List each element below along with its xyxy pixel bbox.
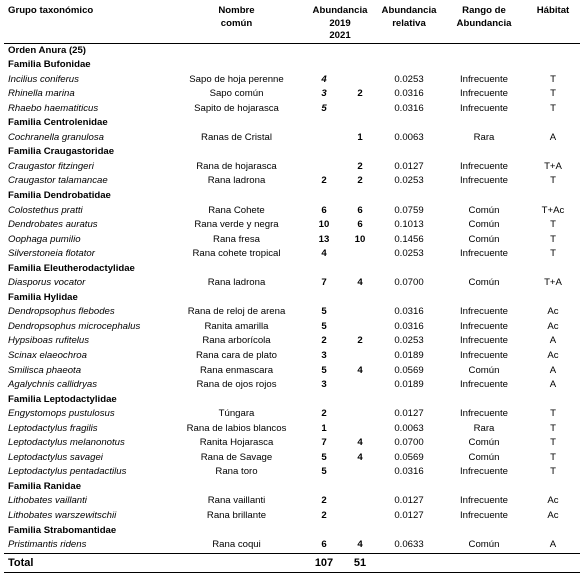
abundance-2021: 2 bbox=[357, 88, 363, 100]
common-name: Rana de hojarasca bbox=[196, 160, 277, 172]
abundance-2019: 10 bbox=[318, 219, 330, 231]
species-name: Colostethus pratti bbox=[8, 204, 83, 216]
abundance-2021 bbox=[344, 73, 376, 88]
abundance-2019: 5 bbox=[321, 364, 327, 376]
habitat: T bbox=[550, 175, 556, 187]
abundance-range: Infrecuente bbox=[459, 102, 508, 114]
habitat: A bbox=[549, 131, 557, 143]
common-name: Rana verde y negra bbox=[194, 219, 279, 231]
relative-abundance: 0.0127 bbox=[394, 510, 424, 521]
relative-abundance: 0.0316 bbox=[394, 320, 424, 332]
species-row bbox=[4, 378, 580, 393]
abundance-range: Común bbox=[468, 219, 500, 231]
abundance-range: Infrecuente bbox=[459, 306, 508, 318]
species-name: Oophaga pumilio bbox=[8, 233, 81, 245]
species-name: Lithobates vaillanti bbox=[8, 495, 87, 507]
species-row bbox=[4, 465, 580, 480]
abundance-2021 bbox=[344, 465, 376, 480]
abundance-2019: 2 bbox=[321, 175, 327, 187]
species-name: Agalychnis callidryas bbox=[8, 379, 98, 391]
abundance-2021: 10 bbox=[354, 233, 366, 245]
abundance-2021 bbox=[344, 422, 376, 437]
abundance-2021 bbox=[344, 320, 376, 335]
common-name: Rana de labios blancos bbox=[186, 422, 287, 434]
relative-abundance: 0.0253 bbox=[394, 73, 424, 85]
species-row bbox=[4, 73, 580, 88]
habitat: T+Ac bbox=[541, 204, 565, 216]
species-row bbox=[4, 364, 580, 379]
common-name: Rana toro bbox=[215, 466, 258, 478]
habitat: A bbox=[549, 335, 557, 347]
abundance-2019: 7 bbox=[321, 437, 327, 449]
relative-abundance: 0.0063 bbox=[394, 131, 424, 143]
group-row bbox=[4, 58, 580, 73]
abundance-range: Infrecuente bbox=[459, 320, 508, 332]
common-name: Rana cohete tropical bbox=[192, 248, 281, 260]
species-name: Rhaebo haematiticus bbox=[8, 102, 99, 114]
header-abundance-range: Rango de Abundancia bbox=[442, 3, 526, 43]
abundance-2019 bbox=[304, 160, 344, 175]
common-name: Rana ladrona bbox=[207, 175, 266, 187]
abundance-range: Infrecuente bbox=[459, 335, 508, 347]
species-name: Scinax elaeochroa bbox=[8, 349, 87, 361]
group-label: Familia Ranidae bbox=[8, 480, 82, 492]
abundance-range: Común bbox=[468, 364, 500, 376]
total-2021: 51 bbox=[344, 553, 376, 572]
species-row bbox=[4, 174, 580, 189]
common-name: Ranas de Cristal bbox=[201, 131, 272, 143]
species-row bbox=[4, 334, 580, 349]
habitat: Ac bbox=[547, 320, 559, 332]
group-label: Familia Eleutherodactylidae bbox=[8, 262, 135, 274]
group-row bbox=[4, 291, 580, 306]
abundance-2021 bbox=[344, 378, 376, 393]
habitat: A bbox=[549, 364, 557, 376]
abundance-2019: 2 bbox=[321, 510, 327, 521]
abundance-range: Común bbox=[468, 451, 500, 463]
header-habitat: Hábitat bbox=[526, 3, 580, 43]
species-name: Leptodactylus savagei bbox=[8, 451, 103, 463]
habitat: T bbox=[550, 233, 556, 245]
abundance-2019: 5 bbox=[321, 466, 327, 478]
relative-abundance: 0.0253 bbox=[394, 248, 424, 260]
abundance-2019: 3 bbox=[321, 379, 327, 391]
abundance-range: Común bbox=[468, 233, 500, 245]
relative-abundance: 0.0189 bbox=[394, 379, 424, 391]
species-row bbox=[4, 422, 580, 437]
species-name: Dendropsophus flebodes bbox=[8, 306, 115, 318]
common-name: Rana arborícola bbox=[202, 335, 271, 347]
species-row bbox=[4, 160, 580, 175]
abundance-range: Infrecuente bbox=[459, 73, 508, 85]
group-row bbox=[4, 145, 580, 160]
abundance-range: Infrecuente bbox=[459, 408, 508, 420]
species-name: Hypsiboas rufitelus bbox=[8, 335, 90, 347]
group-label: Familia Dendrobatidae bbox=[8, 189, 111, 201]
abundance-range: Rara bbox=[473, 422, 495, 434]
abundance-2021 bbox=[344, 494, 376, 509]
total-label: Total bbox=[4, 553, 169, 572]
habitat: T bbox=[550, 219, 556, 231]
species-row bbox=[4, 320, 580, 335]
relative-abundance: 0.0759 bbox=[394, 204, 424, 216]
species-name: Leptodactylus fragilis bbox=[8, 422, 98, 434]
species-row bbox=[4, 509, 580, 524]
habitat: T bbox=[550, 408, 556, 420]
relative-abundance: 0.0127 bbox=[394, 495, 424, 507]
common-name: Rana de ojos rojos bbox=[196, 379, 277, 391]
habitat: Ac bbox=[547, 349, 559, 361]
species-name: Engystomops pustulosus bbox=[8, 408, 115, 420]
relative-abundance: 0.0700 bbox=[394, 437, 424, 449]
species-row bbox=[4, 233, 580, 248]
abundance-2019: 2 bbox=[321, 408, 327, 420]
habitat: Ac bbox=[547, 495, 559, 507]
abundance-2021 bbox=[344, 349, 376, 364]
abundance-range: Rara bbox=[473, 131, 495, 143]
abundance-2019: 1 bbox=[321, 422, 327, 434]
common-name: Ranita Hojarasca bbox=[199, 437, 274, 449]
group-row bbox=[4, 262, 580, 277]
species-row bbox=[4, 305, 580, 320]
habitat: T bbox=[550, 102, 556, 114]
species-row bbox=[4, 349, 580, 364]
habitat: A bbox=[549, 379, 557, 391]
header-taxonomic-group: Grupo taxonómico bbox=[4, 3, 169, 43]
species-name: Cochranella granulosa bbox=[8, 131, 104, 143]
species-row bbox=[4, 538, 580, 553]
relative-abundance: 0.0253 bbox=[394, 175, 424, 187]
abundance-2019: 6 bbox=[321, 204, 327, 216]
common-name: Rana de reloj de arena bbox=[187, 306, 286, 318]
group-label: Familia Leptodactylidae bbox=[8, 393, 117, 405]
common-name: Rana fresa bbox=[213, 233, 260, 245]
abundance-range: Común bbox=[468, 437, 500, 449]
abundance-2021 bbox=[344, 102, 376, 117]
abundance-2021 bbox=[344, 305, 376, 320]
species-name: Leptodactylus pentadactilus bbox=[8, 466, 127, 478]
group-row bbox=[4, 480, 580, 495]
species-name: Dendropsophus microcephalus bbox=[8, 320, 141, 332]
common-name: Rana ladrona bbox=[207, 277, 266, 289]
relative-abundance: 0.0253 bbox=[394, 335, 424, 347]
species-row bbox=[4, 102, 580, 117]
common-name: Rana vaillanti bbox=[207, 495, 266, 507]
abundance-2021: 1 bbox=[357, 131, 363, 143]
abundance-2019: 6 bbox=[321, 539, 327, 551]
common-name: Rana Cohete bbox=[208, 204, 265, 216]
relative-abundance: 0.1456 bbox=[394, 233, 424, 245]
group-row bbox=[4, 189, 580, 204]
habitat: T bbox=[550, 437, 556, 449]
abundance-2021: 2 bbox=[357, 335, 363, 347]
abundance-2021: 2 bbox=[357, 175, 363, 187]
relative-abundance: 0.1013 bbox=[394, 219, 424, 231]
species-row bbox=[4, 247, 580, 262]
species-row bbox=[4, 436, 580, 451]
common-name: Rana de Savage bbox=[200, 451, 273, 463]
species-name: Rhinella marina bbox=[8, 88, 75, 100]
species-row bbox=[4, 276, 580, 291]
species-row bbox=[4, 407, 580, 422]
species-row bbox=[4, 204, 580, 219]
abundance-2019: 3 bbox=[321, 349, 327, 361]
group-label: Orden Anura (25) bbox=[8, 44, 87, 56]
group-label: Familia Strabomantidae bbox=[8, 524, 117, 536]
abundance-2021 bbox=[344, 407, 376, 422]
abundance-2019: 5 bbox=[321, 102, 327, 114]
common-name: Ranita amarilla bbox=[204, 320, 269, 332]
group-label: Familia Centrolenidae bbox=[8, 117, 108, 129]
abundance-2019: 3 bbox=[321, 88, 327, 100]
abundance-2019: 4 bbox=[321, 73, 327, 85]
abundance-2019: 5 bbox=[321, 451, 327, 463]
abundance-2019: 2 bbox=[321, 335, 327, 347]
relative-abundance: 0.0316 bbox=[394, 306, 424, 318]
species-name: Pristimantis ridens bbox=[8, 539, 87, 551]
abundance-2019: 7 bbox=[321, 277, 327, 289]
habitat: T bbox=[550, 451, 556, 463]
abundance-2021: 6 bbox=[357, 219, 363, 231]
total-2019: 107 bbox=[304, 553, 344, 572]
species-name: Lithobates warszewitschii bbox=[8, 510, 117, 521]
species-row bbox=[4, 494, 580, 509]
abundance-2021: 2 bbox=[357, 160, 363, 172]
group-label: Familia Hylidae bbox=[8, 291, 78, 303]
abundance-range: Infrecuente bbox=[459, 175, 508, 187]
species-name: Smilisca phaeota bbox=[8, 364, 82, 376]
species-name: Leptodactylus melanonotus bbox=[8, 437, 125, 449]
species-name: Silverstoneia flotator bbox=[8, 248, 95, 260]
common-name: Sapito de hojarasca bbox=[194, 102, 279, 114]
abundance-range: Infrecuente bbox=[459, 510, 508, 521]
relative-abundance: 0.0316 bbox=[394, 102, 424, 114]
habitat: T bbox=[550, 248, 556, 260]
header-common-name: Nombre común bbox=[169, 3, 304, 43]
abundance-range: Infrecuente bbox=[459, 248, 508, 260]
relative-abundance: 0.0569 bbox=[394, 364, 424, 376]
abundance-2021 bbox=[344, 509, 376, 524]
abundance-2019 bbox=[304, 131, 344, 146]
table-header bbox=[4, 3, 580, 43]
relative-abundance: 0.0569 bbox=[394, 451, 424, 463]
abundance-2019: 13 bbox=[318, 233, 330, 245]
relative-abundance: 0.0127 bbox=[394, 160, 424, 172]
abundance-2019: 5 bbox=[321, 320, 327, 332]
relative-abundance: 0.0633 bbox=[394, 539, 424, 551]
group-row bbox=[4, 393, 580, 408]
abundance-range: Infrecuente bbox=[459, 495, 508, 507]
abundance-2021 bbox=[344, 247, 376, 262]
habitat: Ac bbox=[547, 510, 559, 521]
common-name: Rana brillante bbox=[206, 510, 267, 521]
species-row bbox=[4, 218, 580, 233]
species-name: Craugastor talamancae bbox=[8, 175, 108, 187]
group-row bbox=[4, 524, 580, 539]
relative-abundance: 0.0127 bbox=[394, 408, 424, 420]
relative-abundance: 0.0316 bbox=[394, 466, 424, 478]
abundance-range: Infrecuente bbox=[459, 349, 508, 361]
abundance-range: Común bbox=[468, 277, 500, 289]
habitat: T bbox=[550, 422, 556, 434]
species-name: Dendrobates auratus bbox=[8, 219, 98, 231]
common-name: Rana cara de plato bbox=[195, 349, 278, 361]
abundance-2021: 4 bbox=[357, 451, 363, 463]
common-name: Túngara bbox=[218, 408, 255, 420]
common-name: Rana enmascara bbox=[199, 364, 274, 376]
species-row bbox=[4, 131, 580, 146]
abundance-range: Infrecuente bbox=[459, 379, 508, 391]
abundance-2019: 5 bbox=[321, 306, 327, 318]
abundance-range: Común bbox=[468, 204, 500, 216]
header-abundance: Abundancia 20192021 bbox=[304, 3, 376, 43]
abundance-range: Infrecuente bbox=[459, 88, 508, 100]
habitat: T bbox=[550, 88, 556, 100]
habitat: T+A bbox=[544, 160, 562, 172]
species-row bbox=[4, 87, 580, 102]
species-name: Craugastor fitzingeri bbox=[8, 160, 94, 172]
species-name: Diasporus vocator bbox=[8, 277, 86, 289]
relative-abundance: 0.0700 bbox=[394, 277, 424, 289]
abundance-2021: 4 bbox=[357, 364, 363, 376]
abundance-2021: 4 bbox=[357, 437, 363, 449]
group-label: Familia Craugastoridae bbox=[8, 146, 115, 158]
abundance-2019: 2 bbox=[321, 495, 327, 507]
abundance-range: Infrecuente bbox=[459, 160, 508, 172]
relative-abundance: 0.0189 bbox=[394, 349, 424, 361]
abundance-2021: 4 bbox=[357, 539, 363, 551]
habitat: Ac bbox=[547, 306, 559, 318]
group-row bbox=[4, 116, 580, 131]
group-row bbox=[4, 43, 580, 58]
species-name: Incilius coniferus bbox=[8, 73, 79, 85]
habitat: T+A bbox=[544, 277, 562, 289]
group-label: Familia Bufonidae bbox=[8, 59, 91, 71]
habitat: T bbox=[550, 73, 556, 85]
species-row bbox=[4, 451, 580, 466]
abundance-2019: 4 bbox=[321, 248, 327, 260]
habitat: A bbox=[549, 539, 557, 551]
common-name: Sapo de hoja perenne bbox=[189, 73, 284, 85]
abundance-2021: 6 bbox=[357, 204, 363, 216]
table-body bbox=[4, 43, 580, 553]
relative-abundance: 0.0316 bbox=[394, 88, 424, 100]
abundance-range: Común bbox=[468, 539, 500, 551]
common-name: Sapo común bbox=[209, 88, 264, 100]
header-relative-abundance: Abundancia relativa bbox=[376, 3, 442, 43]
abundance-range: Infrecuente bbox=[459, 466, 508, 478]
relative-abundance: 0.0063 bbox=[394, 422, 424, 434]
abundance-2021: 4 bbox=[357, 277, 363, 289]
common-name: Rana coqui bbox=[212, 539, 261, 551]
habitat: T bbox=[550, 466, 556, 478]
species-abundance-table bbox=[4, 3, 580, 573]
